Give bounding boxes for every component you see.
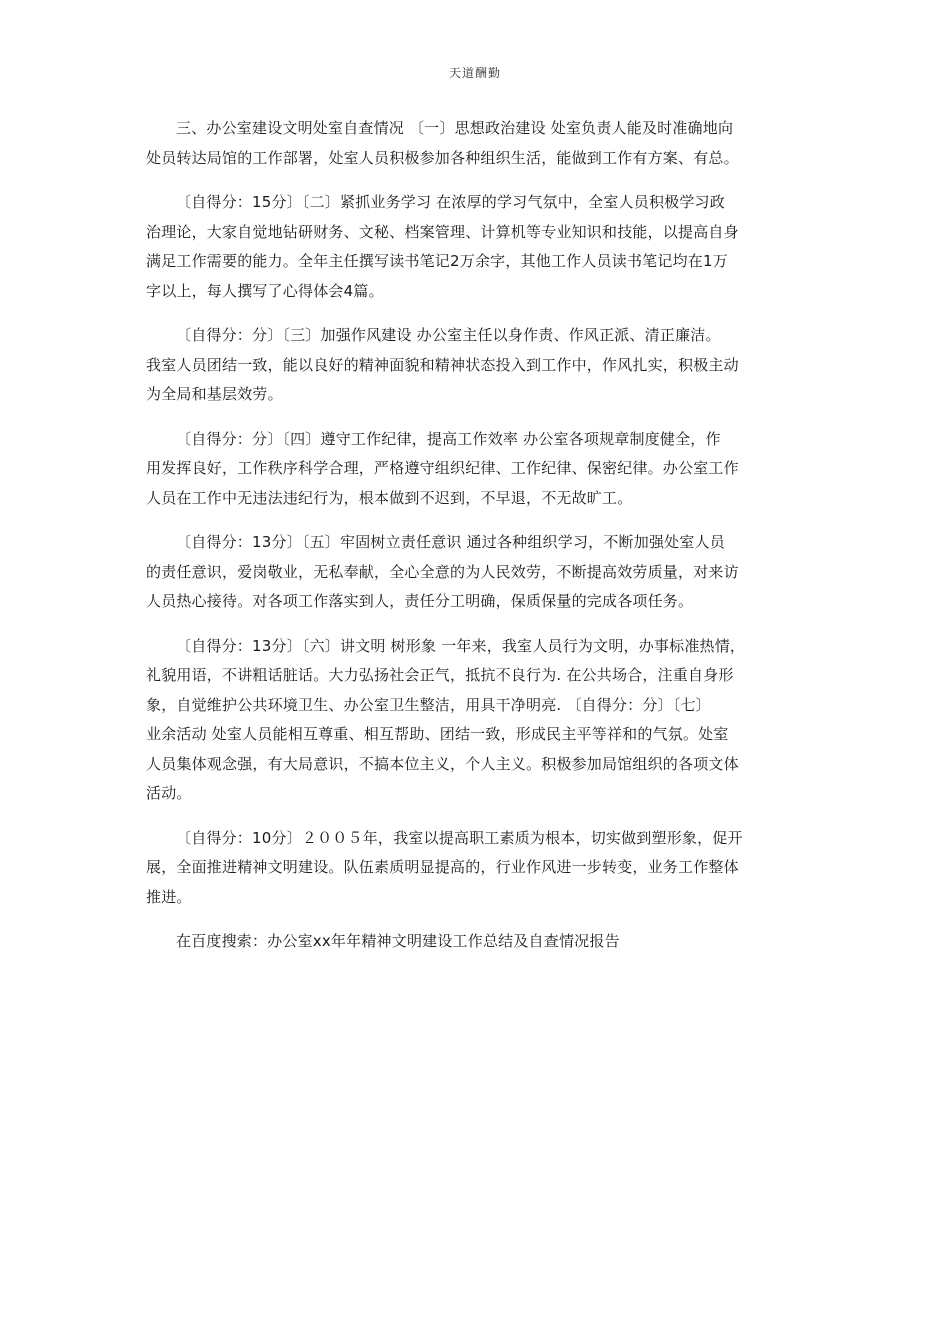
paragraph-responsibility: 〔自得分：13分〕〔五〕牢固树立责任意识 通过各种组织学习，不断加强处室人员 的责任意识，爱岗敬业，无私奉献，全心全意的为人民效劳，不断提高效劳质量，对来访 人员热心接待。对各项工作落实到人，责任分工明确，保质保量的完成各项任务。	[146, 533, 739, 610]
paragraph-work-style: 〔自得分：分〕〔三〕加强作风建设 办公室主任以身作责、作风正派、清正廉洁。 我室人员团结一致，能以良好的精神面貌和精神状态投入到工作中，作风扎实，积极主动 为全局和基层效劳。	[146, 326, 739, 403]
paragraph-civility: 〔自得分：13分〕〔六〕讲文明 树形象 一年来，我室人员行为文明，办事标准热情， 礼貌用语，不讲粗话脏话。大力弘扬社会正气，抵抗不良行为. 在公共场合，注重自身形 象，自觉维护公共环境卫生、办公室卫生整洁，用具干净明亮. 〔自得分：分〕〔七〕 业余活动 处室人员能相互尊重、相互帮助、团结一致，形成民主平等祥和的气氛。处室 人员集体观念强，有大局意识，不搞本位主义，个人主义。积极参加局馆组织的各项文体 活动。	[146, 636, 746, 802]
page-header: 天道酬勤	[448, 66, 501, 80]
paragraph-work-discipline: 〔自得分：分〕〔四〕遵守工作纪律，提高工作效率 办公室各项规章制度健全，作 用发挥良好，工作秩序科学合理，严格遵守组织纪律、工作纪律、保密纪律。办公室工作 人员在工作中无违法违纪行为，根本做到不迟到，不早退，不无故旷工。	[146, 429, 739, 507]
paragraph-search-line: 在百度搜索：办公室xx年年精神文明建设工作总结及自查情况报告	[176, 932, 620, 950]
paragraph-summary-2005: 〔自得分：10分〕２００５年，我室以提高职工素质为根本，切实做到塑形象，促开 展，全面推进精神文明建设。队伍素质明显提高的，行业作风进一步转变，业务工作整体 推进。	[146, 828, 743, 906]
paragraph-business-study: 〔自得分：15分〕〔二〕紧抓业务学习 在浓厚的学习气氛中，全室人员积极学习政 治理论，大家自觉地钻研财务、文秘、档案管理、计算机等专业知识和技能，以提高自身 满足工作需要的能力。全年主任撰写读书笔记2万余字，其他工作人员读书笔记均在1万 字以上，每人撰写了心得体会4篇。	[146, 193, 739, 300]
document-body	[146, 114, 814, 972]
paragraph-section-intro: 三、办公室建设文明处室自查情况 〔一〕思想政治建设 处室负责人能及时准确地向 处员转达局馆的工作部署，处室人员积极参加各种组织生活，能做到工作有方案、有总。	[146, 119, 739, 167]
